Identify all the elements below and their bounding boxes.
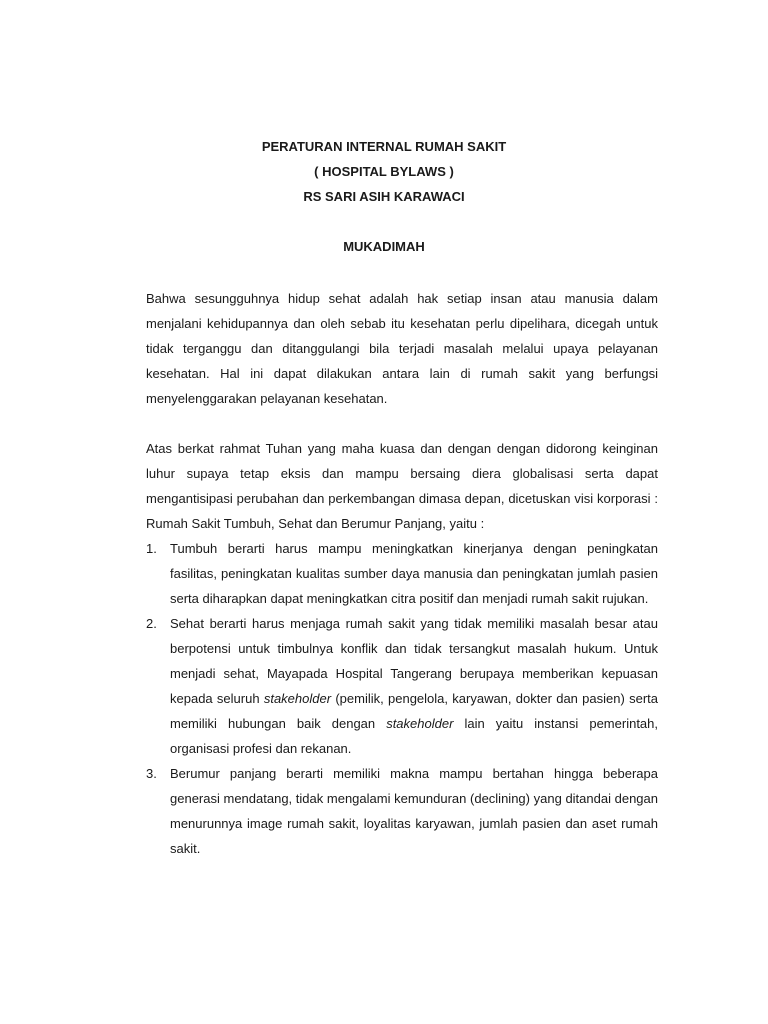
list-item-text-b: (pemilik, pengelola, karyawan, dokter dan pasien) serta memiliki hubungan baik dengan bbox=[170, 691, 658, 731]
list-item-text: Berumur panjang berarti memiliki makna mampu bertahan hingga beberapa generasi mendatang, tidak mengalami kemunduran (declining) yang ditandai dengan menurunnya image rumah sakit, loyalitas karyawan, jumlah pasien dan aset rumah sakit. bbox=[170, 766, 658, 856]
document-title bbox=[0, 134, 768, 209]
section-heading: MUKADIMAH bbox=[343, 239, 425, 254]
list-item bbox=[146, 761, 658, 861]
list-item-text-a: Sehat berarti harus menjaga rumah sakit yang tidak memiliki masalah besar atau berpotensi untuk timbulnya konflik dan tidak tersangkut masalah hukum. Untuk menjadi sehat, Mayapada Hospital Tangerang berupaya memberikan kepuasan kepada seluruh bbox=[170, 616, 658, 706]
list-item-text-c: lain yaitu instansi pemerintah, organisasi profesi dan rekanan. bbox=[170, 716, 658, 756]
vision-list bbox=[146, 536, 658, 861]
list-item-italic-b: stakeholder bbox=[386, 716, 454, 731]
paragraph-2-block bbox=[146, 436, 658, 861]
paragraph-2: Atas berkat rahmat Tuhan yang maha kuasa dan dengan dengan didorong keinginan luhur supaya tetap eksis dan mampu bersaing diera globalisasi serta dapat mengantisipasi perubahan dan perkembangan dimasa depan, dicetuskan visi korporasi : Rumah Sakit Tumbuh, Sehat dan Berumur Panjang, yaitu : bbox=[146, 441, 658, 531]
title-line-3: RS SARI ASIH KARAWACI bbox=[303, 189, 465, 204]
list-item-text: Tumbuh berarti harus mampu meningkatkan kinerjanya dengan peningkatan fasilitas, peningkatan kualitas sumber daya manusia dan peningkatan jumlah pasien serta diharapkan dapat meningkatkan citra positif dan menjadi rumah sakit rujukan. bbox=[170, 541, 658, 606]
title-line-2: ( HOSPITAL BYLAWS ) bbox=[314, 164, 454, 179]
list-number: 1. bbox=[146, 541, 157, 556]
paragraph-1: Bahwa sesungguhnya hidup sehat adalah hak setiap insan atau manusia dalam menjalani kehidupannya dan oleh sebab itu kesehatan perlu dipelihara, dicegah untuk tidak terganggu dan ditanggulangi bila terjadi masalah melalui upaya pelayanan kesehatan. Hal ini dapat dilakukan antara lain di rumah sakit yang berfungsi menyelenggarakan pelayanan kesehatan. bbox=[146, 291, 658, 406]
list-number: 3. bbox=[146, 766, 157, 781]
list-item-italic-a: stakeholder bbox=[263, 691, 332, 706]
list-number: 2. bbox=[146, 616, 157, 631]
list-item bbox=[146, 611, 658, 761]
list-item bbox=[146, 536, 658, 611]
title-line-1: PERATURAN INTERNAL RUMAH SAKIT bbox=[261, 139, 507, 154]
